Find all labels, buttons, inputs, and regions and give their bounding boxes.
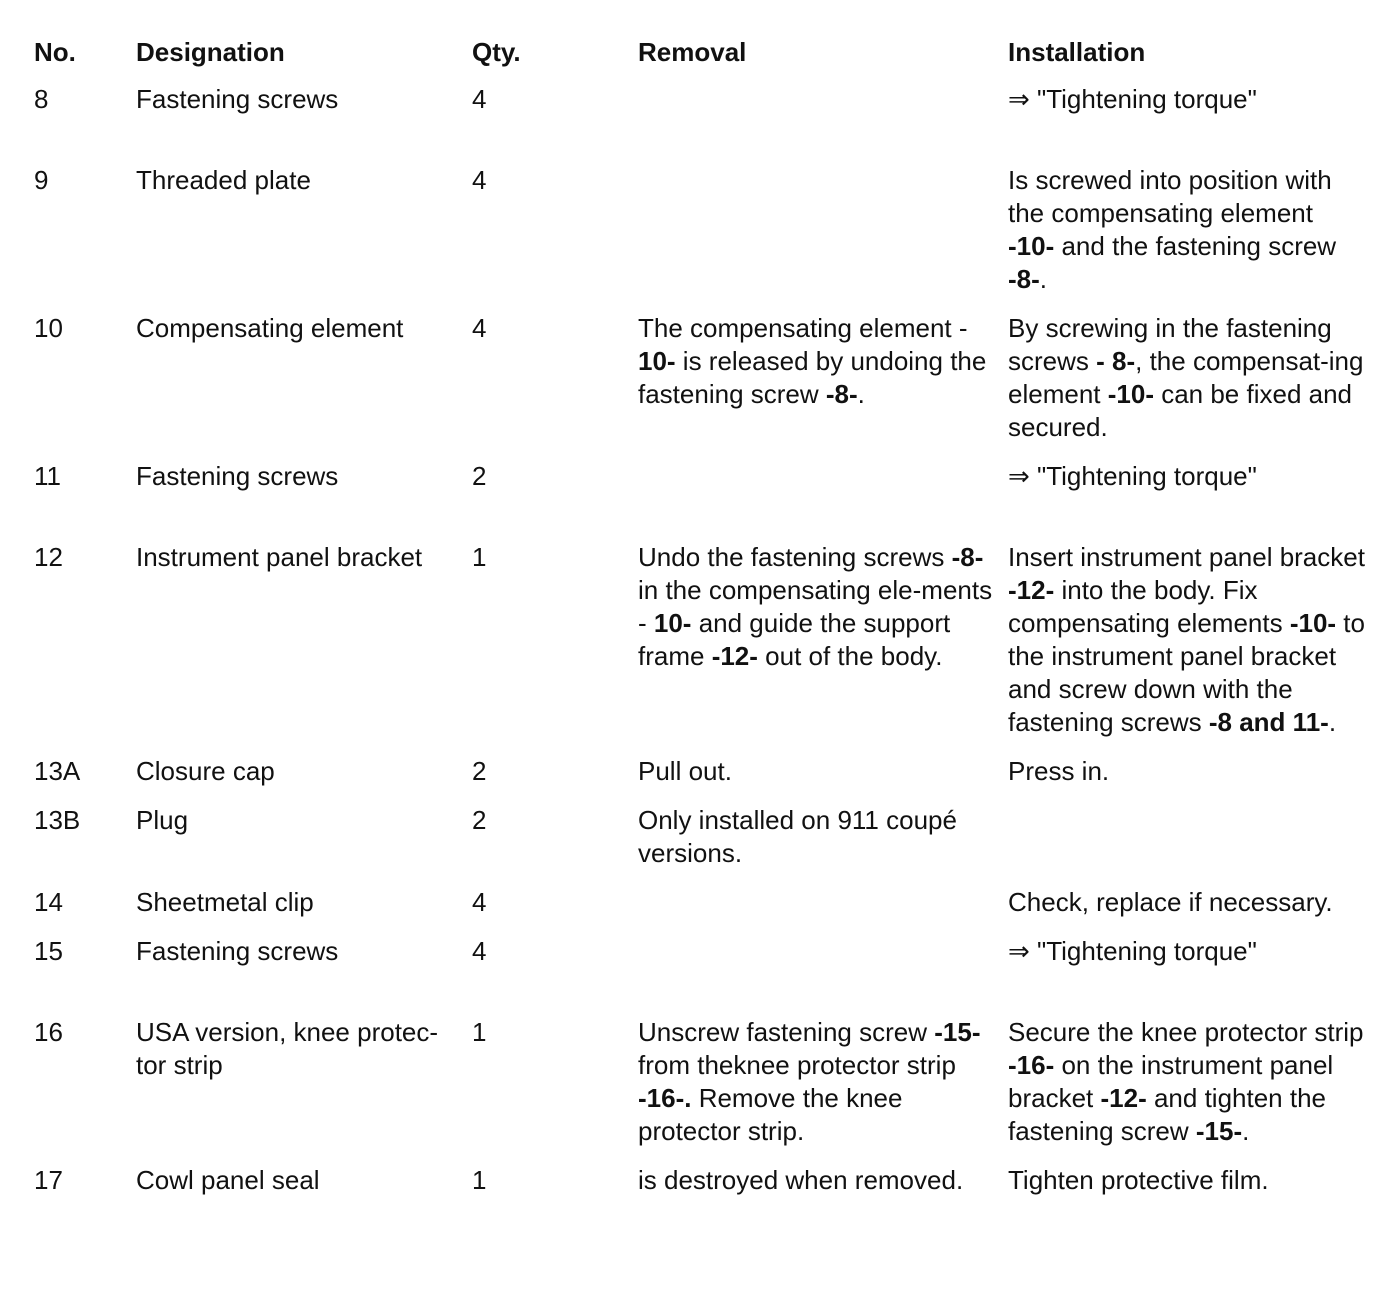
- cell-removal: [638, 804, 1008, 886]
- table-row: [34, 460, 1374, 541]
- text-segment: on the instrument panel bracket: [1008, 1050, 1334, 1113]
- text-segment: can be fixed and secured.: [1008, 379, 1353, 442]
- text-segment: ⇒ "Tightening torque": [1008, 936, 1257, 966]
- text-segment: out of the body.: [757, 641, 943, 671]
- cell-qty: 1: [472, 1017, 487, 1047]
- cell-no: 13B: [34, 805, 81, 835]
- text-segment: Tighten protective film.: [1008, 1165, 1269, 1195]
- text-segment: .: [857, 379, 865, 409]
- cell-qty: 1: [472, 542, 487, 572]
- text-segment: is released by undoing the fastening screw: [638, 346, 987, 409]
- part-reference: -15-: [934, 1017, 981, 1047]
- cell-designation: Instrument panel bracket: [136, 542, 423, 572]
- table-row: [34, 83, 1374, 164]
- cell-no: 9: [34, 165, 49, 195]
- text-segment: and guide the support frame: [638, 608, 951, 671]
- cell-qty: 4: [472, 936, 487, 966]
- part-reference: -8-: [1008, 264, 1040, 294]
- text-segment: .: [1242, 1116, 1250, 1146]
- text-segment: Unscrew fastening screw: [638, 1017, 935, 1047]
- part-reference: -15-: [1195, 1116, 1243, 1146]
- cell-no: 13A: [34, 756, 81, 786]
- part-reference: -10-: [1107, 379, 1154, 409]
- cell-designation: Fastening screws: [136, 936, 339, 966]
- cell-installation: [1008, 935, 1374, 1016]
- table-row: [34, 1164, 1374, 1213]
- cell-removal: [638, 886, 1008, 935]
- cell-removal: [638, 1016, 1008, 1164]
- text-segment: , the compensat-ing element: [1008, 346, 1364, 409]
- cell-designation: Sheetmetal clip: [136, 887, 314, 917]
- part-reference: 10-: [653, 608, 692, 638]
- text-segment: from theknee protector strip: [638, 1050, 956, 1080]
- cell-removal: [638, 935, 1008, 1016]
- text-segment: and the fastening screw: [1054, 231, 1337, 261]
- text-segment: and tighten the fastening screw: [1008, 1083, 1327, 1146]
- cell-removal: [638, 83, 1008, 164]
- cell-installation: [1008, 164, 1374, 312]
- table-row: [34, 886, 1374, 935]
- part-reference: -10-: [1008, 231, 1055, 261]
- table-body: [34, 83, 1374, 1213]
- text-segment: .: [1039, 264, 1048, 294]
- cell-installation: [1008, 804, 1374, 886]
- part-reference: -12-: [1100, 1083, 1147, 1113]
- part-reference: 10-: [638, 346, 676, 376]
- text-segment: The compensating element -: [638, 313, 968, 343]
- cell-qty: 4: [472, 313, 487, 343]
- table-row: [34, 541, 1374, 755]
- cell-installation: [1008, 1016, 1374, 1164]
- cell-no: 17: [34, 1165, 63, 1195]
- cell-installation: [1008, 312, 1374, 460]
- header-row: [34, 28, 1374, 83]
- header-qty: Qty.: [472, 37, 521, 67]
- text-segment: Undo the fastening screws: [638, 542, 952, 572]
- text-segment: ⇒ "Tightening torque": [1008, 84, 1257, 114]
- text-segment: Remove the knee protector strip.: [638, 1083, 903, 1146]
- cell-no: 15: [34, 936, 63, 966]
- part-reference: -12-: [711, 641, 758, 671]
- cell-removal: [638, 1164, 1008, 1213]
- cell-no: 8: [34, 84, 49, 114]
- cell-designation: Closure cap: [136, 756, 275, 786]
- cell-qty: 4: [472, 165, 487, 195]
- cell-installation: [1008, 541, 1374, 755]
- table-row: [34, 755, 1374, 804]
- text-segment: is destroyed when removed.: [638, 1165, 964, 1195]
- cell-no: 14: [34, 887, 63, 917]
- part-reference: -8-: [825, 379, 858, 409]
- text-segment: in the compensating ele-ments -: [638, 575, 993, 638]
- cell-qty: 4: [472, 887, 487, 917]
- header-no: No.: [34, 37, 76, 67]
- table-header: [34, 28, 1374, 83]
- cell-qty: 4: [472, 84, 487, 114]
- cell-removal: [638, 460, 1008, 541]
- cell-qty: 2: [472, 756, 487, 786]
- cell-no: 11: [34, 461, 61, 491]
- table-row: [34, 1016, 1374, 1164]
- table-row: [34, 935, 1374, 1016]
- parts-table: [34, 28, 1374, 1213]
- cell-installation: [1008, 460, 1374, 541]
- cell-installation: [1008, 886, 1374, 935]
- text-segment: .: [1328, 707, 1337, 737]
- cell-designation: Compensating element: [136, 313, 404, 343]
- table-row: [34, 312, 1374, 460]
- part-reference: -8-: [951, 542, 984, 572]
- part-reference: -10-: [1289, 608, 1337, 638]
- cell-designation: Fastening screws: [136, 84, 339, 114]
- table-row: [34, 804, 1374, 886]
- part-reference: -16-.: [638, 1083, 692, 1113]
- cell-removal: [638, 755, 1008, 804]
- header-designation: Designation: [136, 37, 285, 67]
- cell-no: 10: [34, 313, 63, 343]
- text-segment: Only installed on 911 coupé versions.: [638, 805, 957, 868]
- cell-removal: [638, 541, 1008, 755]
- text-segment: ⇒ "Tightening torque": [1008, 461, 1257, 491]
- part-reference: -12-: [1008, 575, 1055, 605]
- cell-designation: Cowl panel seal: [136, 1165, 320, 1195]
- text-segment: Insert instrument panel bracket: [1008, 542, 1365, 572]
- cell-designation: Fastening screws: [136, 461, 339, 491]
- text-segment: into the body. Fix compensating elements: [1008, 575, 1290, 638]
- cell-removal: [638, 164, 1008, 312]
- cell-qty: 2: [472, 461, 487, 491]
- cell-no: 16: [34, 1017, 63, 1047]
- cell-installation: [1008, 1164, 1374, 1213]
- part-reference: -16-: [1008, 1050, 1055, 1080]
- part-reference: - 8-: [1096, 346, 1136, 376]
- text-segment: Is screwed into position with the compensating element: [1008, 165, 1332, 228]
- cell-installation: [1008, 755, 1374, 804]
- cell-designation: USA version, knee protec-tor strip: [136, 1017, 439, 1080]
- cell-removal: [638, 312, 1008, 460]
- text-segment: By screwing in the fastening screws: [1008, 313, 1332, 376]
- text-segment: Check, replace if necessary.: [1008, 887, 1333, 917]
- text-segment: to the instrument panel bracket and screw down with the fastening screws: [1008, 608, 1365, 737]
- text-segment: Secure the knee protector strip: [1008, 1017, 1364, 1047]
- cell-qty: 1: [472, 1165, 487, 1195]
- table-row: [34, 164, 1374, 312]
- text-segment: Pull out.: [638, 756, 732, 786]
- cell-designation: Plug: [136, 805, 189, 835]
- header-removal: Removal: [638, 37, 747, 67]
- part-reference: -8 and 11-: [1208, 707, 1329, 737]
- cell-no: 12: [34, 542, 63, 572]
- cell-qty: 2: [472, 805, 487, 835]
- header-installation: Installation: [1008, 37, 1146, 67]
- cell-designation: Threaded plate: [136, 165, 311, 195]
- text-segment: Press in.: [1008, 756, 1110, 786]
- cell-installation: [1008, 83, 1374, 164]
